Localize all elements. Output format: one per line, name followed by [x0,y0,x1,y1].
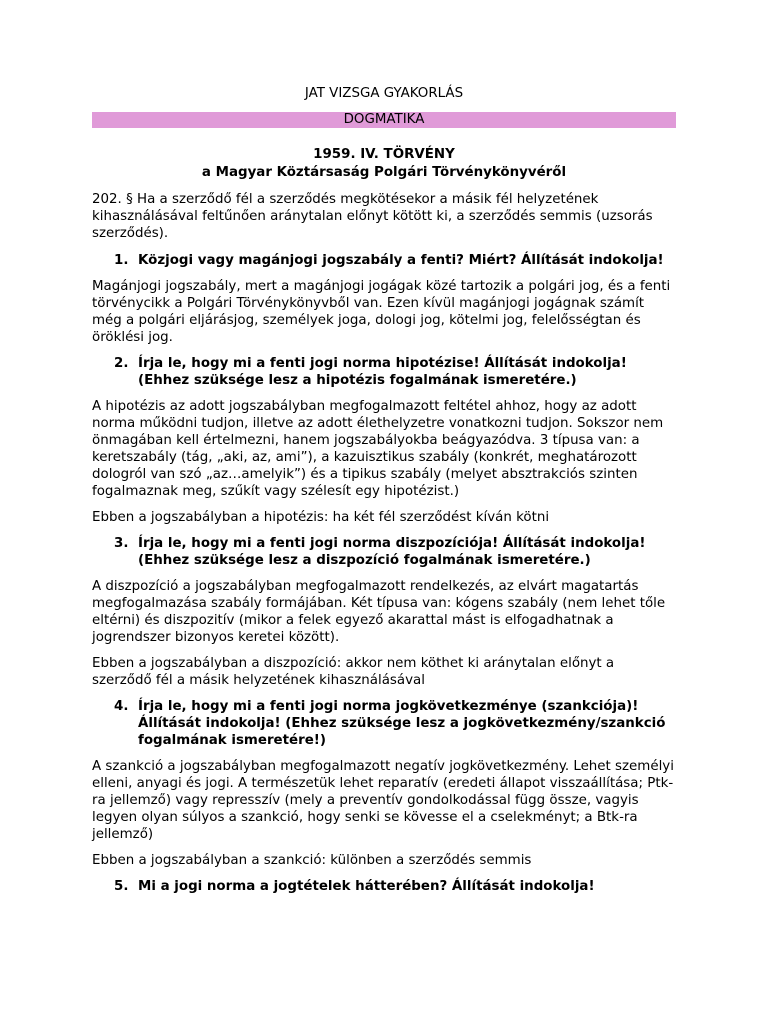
question-text: Mi a jogi norma a jogtételek hátterében? Állítását indokolja! [138,879,595,894]
document-body [92,84,676,895]
question-3 [92,535,676,569]
question-text: Írja le, hogy mi a fenti jogi norma hipotézise! Állítását indokolja! (Ehhez szüksége lesz a hipotézis fogalmának ismeretére.) [138,356,627,388]
question-text: Írja le, hogy mi a fenti jogi norma diszpozíciója! Állítását indokolja! (Ehhez szüksége lesz a diszpozíció fogalmának ismeretére.) [138,536,646,568]
answer-paragraph: Ebben a jogszabályban a hipotézis: ha két fél szerződést kíván kötni [92,510,550,525]
question-text: Írja le, hogy mi a fenti jogi norma jogkövetkezménye (szankciója)! Állítását indokolja! (Ehhez szüksége lesz a jogkövetkezmény/szankció fogalmának ismeretére!) [138,699,666,748]
law-subtitle: a Magyar Köztársaság Polgári Törvénykönyvéről [201,165,567,180]
question-text: Közjogi vagy magánjogi jogszabály a fenti? Miért? Állítását indokolja! [138,253,664,268]
answer-paragraph: Ebben a jogszabályban a diszpozíció: akkor nem köthet ki aránytalan előnyt a szerződő fél a másik helyzetének kihasználásával [92,656,615,688]
answer-paragraph: Ebben a jogszabályban a szankció: különben a szerződés semmis [92,853,532,868]
answer-paragraph: A diszpozíció a jogszabályban megfogalmazott rendelkezés, az elvárt magatartás megfogalmazása szabály formájában. Két típusa van: kógens szabály (nem lehet tőle eltérni) és diszpozitív (mikor a felek egyező akarattal mást is elfogadhatnak a jogrendszer bizonyos keretei között). [92,579,666,645]
question-number: 5. [114,879,129,894]
law-paragraph: 202. § Ha a szerződő fél a szerződés megkötésekor a másik fél helyzetének kihasználásával feltűnően aránytalan előnyt kötött ki, a szerződés semmis (uzsorás szerződés). [92,192,653,241]
question-number: 4. [114,699,129,714]
question-4 [92,698,676,749]
question-5 [92,878,676,895]
answer-paragraph: A szankció a jogszabályban megfogalmazott negatív jogkövetkezmény. Lehet személyi elleni, anyagi és jogi. A természetük lehet reparatív (eredeti állapot visszaállítása; Ptk-ra jellemző) vagy represszív (mely a preventív gondolkodással függ össze, vagyis legyen olyan súlyos a szankció, hogy senki se kövesse el a cselekményt; a Btk-ra jellemző) [92,759,674,842]
question-2 [92,355,676,389]
answer-paragraph: Magánjogi jogszabály, mert a magánjogi jogágak közé tartozik a polgári jog, és a fenti törvénycikk a Polgári Törvénykönyvből van. Ezen kívül magánjogi jogágnak számít még a polgári eljárásjog, személyek joga, dologi jog, kötelmi jog, felelősségtan és öröklési jog. [92,279,671,345]
question-number: 2. [114,356,129,371]
question-number: 3. [114,536,129,551]
question-1 [92,252,676,269]
question-number: 1. [114,253,129,268]
section-label: DOGMATIKA [92,112,676,128]
answer-paragraph: A hipotézis az adott jogszabályban megfogalmazott feltétel ahhoz, hogy az adott norma működni tudjon, illetve az adott élethelyzetre vonatkozni tudjon. Sokszor nem önmagában kell értelmezni, hanem jogszabályokba beágyazódva. 3 típusa van: a keretszabály (tág, „aki, az, ami”), a kazuisztikus szabály (konkrét, meghatározott dologról van szó „az…amelyik”) és a tipikus szabály (melyet absztrakciós szinten fogalmaznak meg, szűkít vagy szélesít egy hipotézist.) [92,399,664,499]
law-header [92,146,676,182]
law-title: 1959. IV. TÖRVÉNY [313,147,455,162]
document-title: JAT VIZSGA GYAKORLÁS [304,86,464,101]
